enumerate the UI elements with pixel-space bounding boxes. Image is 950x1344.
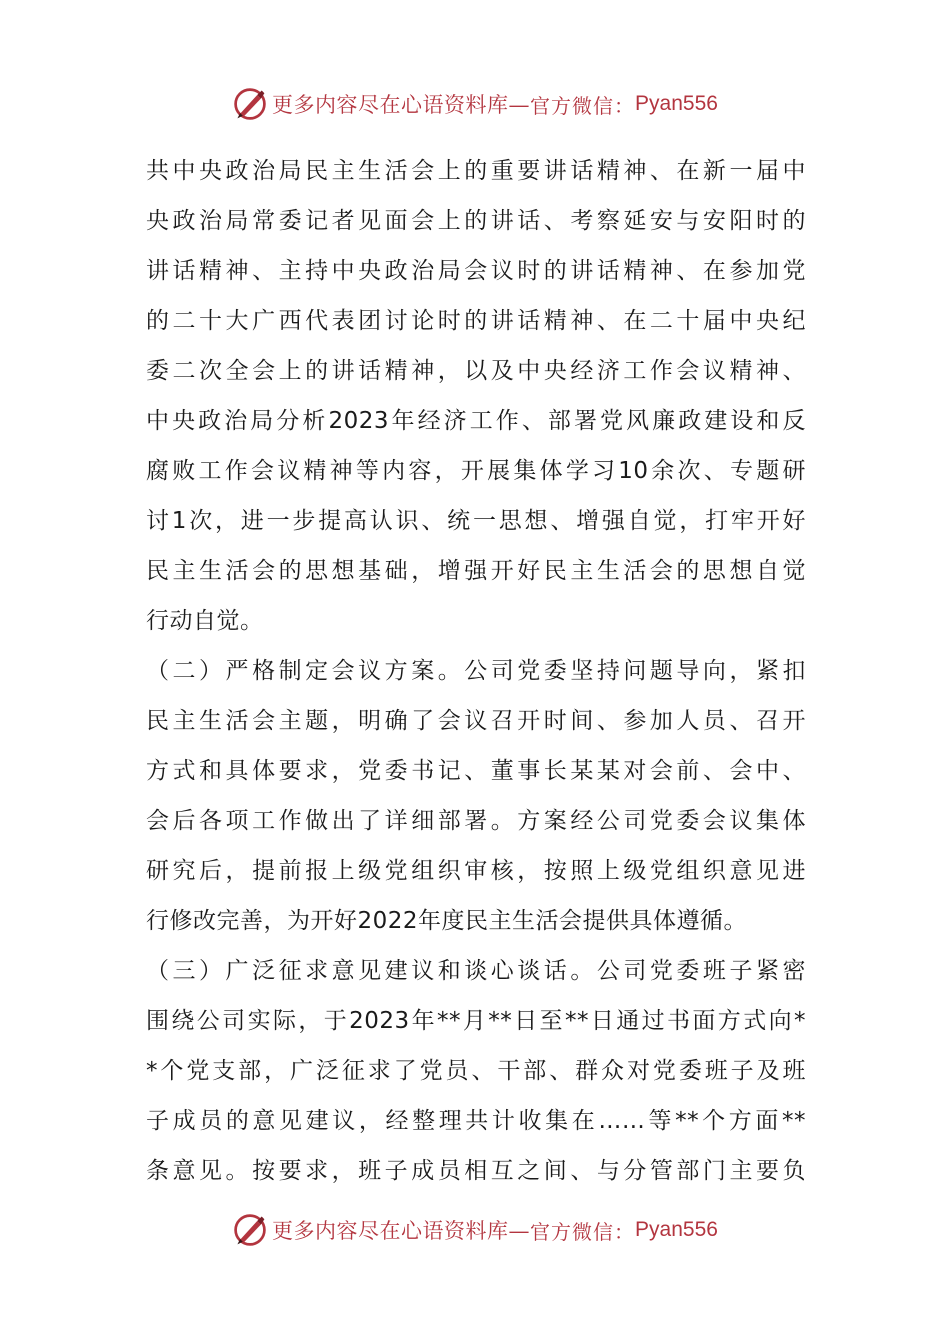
pen-logo-icon [232,1212,268,1248]
banner-slogan: 更多内容尽在心语资料库— [272,1219,531,1243]
banner-wechat-label: 官方微信： [530,1219,636,1244]
text-line: 腐败工作会议精神等内容，开展集体学习10余次、专题研 [146,458,806,484]
banner-slogan: 更多内容尽在心语资料库— [272,93,531,117]
text-line: 民主生活会的思想基础，增强开好民主生活会的思想自觉 [146,558,806,584]
text-line: （三）广泛征求意见建议和谈心谈话。公司党委班子紧密 [146,958,806,984]
text-line: 研究后，提前报上级党组织审核，按照上级党组织意见进 [146,858,806,884]
text-line: 央政治局常委记者见面会上的讲话、考察延安与安阳时的 [146,208,806,234]
footer-banner [0,1208,950,1252]
text-line: 行修改完善，为开好2022年度民主生活会提供具体遵循。 [146,908,748,934]
text-line: 方式和具体要求，党委书记、董事长某某对会前、会中、 [146,758,806,784]
banner-wechat-handle: Pyan556 [635,92,718,115]
text-line: 讨1次，进一步提高认识、统一思想、增强自觉，打牢开好 [146,508,806,534]
text-line: 子成员的意见建议，经整理共计收集在……等**个方面** [146,1108,806,1134]
text-line: *个党支部，广泛征求了党员、干部、群众对党委班子及班 [146,1058,806,1084]
text-line: 讲话精神、主持中央政治局会议时的讲话精神、在参加党 [146,258,806,284]
text-line: 的二十大广西代表团讨论时的讲话精神、在二十届中央纪 [146,308,806,334]
text-line: 围绕公司实际，于2023年**月**日至**日通过书面方式向* [146,1008,806,1034]
document-body [146,146,806,1196]
text-line: 民主生活会主题，明确了会议召开时间、参加人员、召开 [146,708,806,734]
header-banner [0,82,950,126]
text-line: 行动自觉。 [146,608,264,634]
text-line: 会后各项工作做出了详细部署。方案经公司党委会议集体 [146,808,806,834]
pen-logo-icon [232,86,268,122]
banner-wechat-handle: Pyan556 [635,1218,718,1241]
text-line: （二）严格制定会议方案。公司党委坚持问题导向，紧扣 [146,658,806,684]
text-line: 委二次全会上的讲话精神，以及中央经济工作会议精神、 [146,358,806,384]
banner-wechat-label: 官方微信： [530,93,636,118]
text-line: 共中央政治局民主生活会上的重要讲话精神、在新一届中 [146,158,806,184]
text-line: 中央政治局分析2023年经济工作、部署党风廉政建设和反 [146,408,806,434]
text-line: 条意见。按要求，班子成员相互之间、与分管部门主要负 [146,1158,806,1184]
